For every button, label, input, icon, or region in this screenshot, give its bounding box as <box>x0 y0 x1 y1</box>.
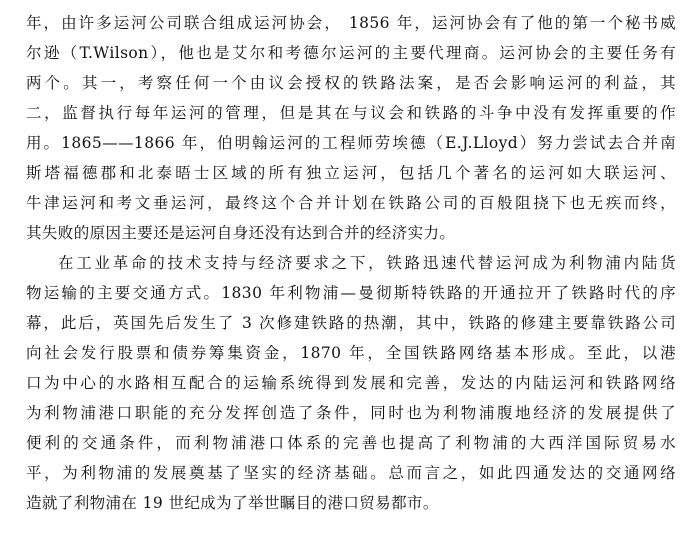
text-line: 平，为利物浦的发展奠基了坚实的经济基础。总而言之，如此四通发达的交通网络 <box>26 464 676 482</box>
text-line: 牛津运河和考文垂运河，最终这个合并计划在铁路公司的百般阻挠下也无疾而终， <box>26 194 676 212</box>
text-line: 向社会发行股票和债券筹集资金，1870 年，全国铁路网络基本形成。至此，以港 <box>26 344 676 362</box>
text-line: 斯塔福德郡和北泰晤士区域的所有独立运河，包括几个著名的运河如大联运河、 <box>26 164 676 182</box>
text-line: 用。1865——1866 年，伯明翰运河的工程师劳埃德（E.J.Lloyd）努力尝试去合并南 <box>26 134 676 152</box>
text-line: 尔逊（T.Wilson），他也是艾尔和考德尔运河的主要代理商。运河协会的主要任务有 <box>26 44 676 62</box>
text-line: 为利物浦港口职能的充分发挥创造了条件，同时也为利物浦腹地经济的发展提供了 <box>26 404 676 422</box>
text-line: 造就了利物浦在 19 世纪成为了举世瞩目的港口贸易都市。 <box>26 494 439 512</box>
text-line: 其失败的原因主要还是运河自身还没有达到合并的经济实力。 <box>26 224 456 242</box>
text-line: 物运输的主要交通方式。1830 年利物浦—曼彻斯特铁路的开通拉开了铁路时代的序 <box>26 284 676 302</box>
text-line: 年，由许多运河公司联合组成运河协会， 1856 年，运河协会有了他的第一个秘书威 <box>26 14 676 32</box>
text-line: 便利的交通条件，而利物浦港口体系的完善也提高了利物浦的大西洋国际贸易水 <box>26 434 676 452</box>
text-line: 在工业革命的技术支持与经济要求之下，铁路迅速代替运河成为利物浦内陆货 <box>58 254 676 272</box>
text-line: 两个。其一，考察任何一个由议会授权的铁路法案，是否会影响运河的利益，其 <box>26 74 676 92</box>
text-line: 二，监督执行每年运河的管理，但是其在与议会和铁路的斗争中没有发挥重要的作 <box>26 104 676 122</box>
text-line: 幕，此后，英国先后发生了 3 次修建铁路的热潮，其中，铁路的修建主要靠铁路公司 <box>26 314 676 332</box>
text-line: 口为中心的水路相互配合的运输系统得到发展和完善，发达的内陆运河和铁路网络 <box>26 374 676 392</box>
